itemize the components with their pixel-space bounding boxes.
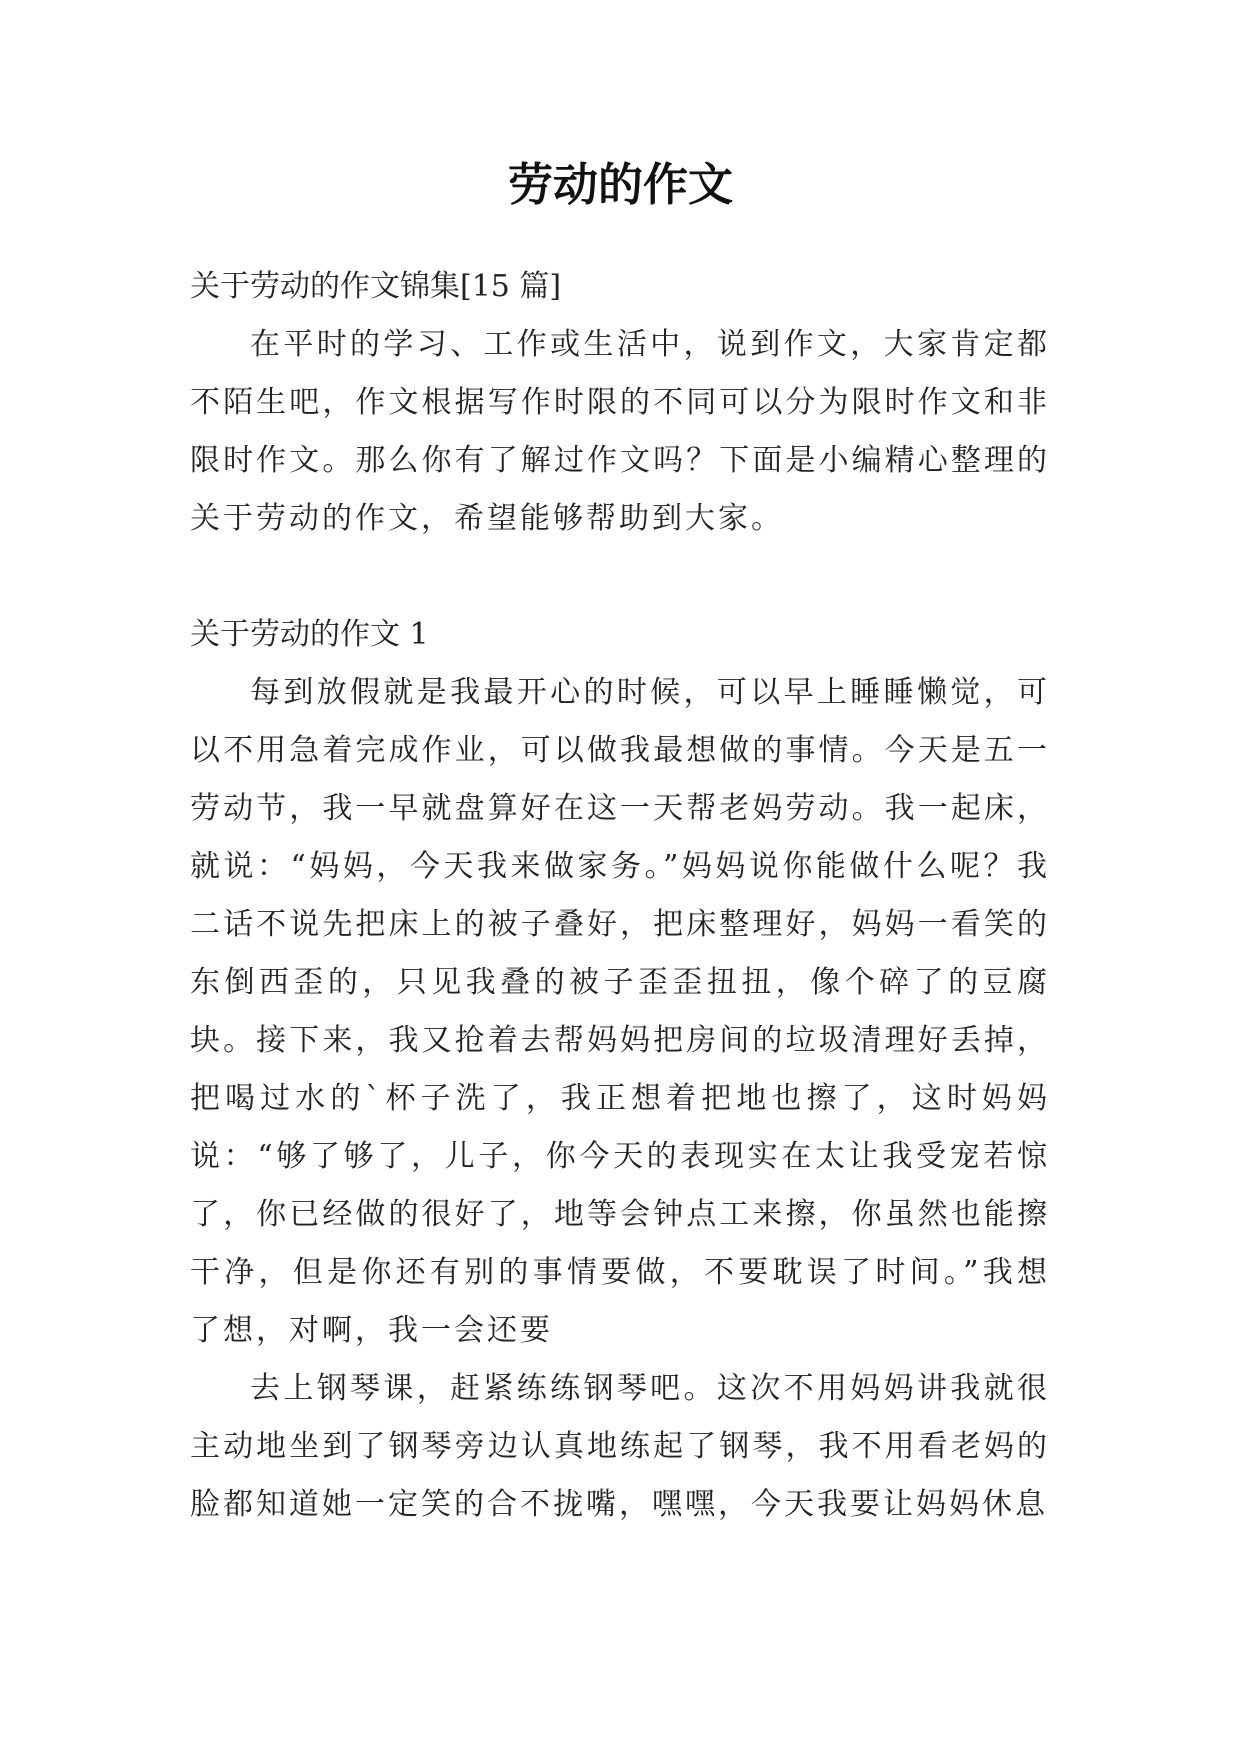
essay-paragraph: 去上钢琴课，赶紧练练钢琴吧。这次不用妈妈讲我就很主动地坐到了钢琴旁边认真地练起了钢琴，我不用看老妈的脸都知道她一定笑的合不拢嘴，嘿嘿，今天我要让妈妈休息 [190, 1371, 1050, 1522]
section-spacer [190, 548, 1050, 606]
section-heading: 关于劳动的作文 1 [190, 617, 429, 652]
section-heading: 关于劳动的作文锦集[15 篇] [190, 269, 562, 304]
intro-paragraph: 在平时的学习、工作或生活中，说到作文，大家肯定都不陌生吧，作文根据写作时限的不同可以分为限时作文和非限时作文。那么你有了解过作文吗？下面是小编精心整理的关于劳动的作文，希望能够帮助到大家。 [190, 327, 1050, 536]
document-title: 劳动的作文 [507, 158, 733, 211]
essay-paragraph: 每到放假就是我最开心的时候，可以早上睡睡懒觉，可以不用急着完成作业，可以做我最想做的事情。今天是五一劳动节，我一早就盘算好在这一天帮老妈劳动。我一起床，就说：“妈妈，今天我来做家务。”妈妈说你能做什么呢？我二话不说先把床上的被子叠好，把床整理好，妈妈一看笑的东倒西歪的，只见我叠的被子歪歪扭扭，像个碎了的豆腐块。接下来，我又抢着去帮妈妈把房间的垃圾清理好丢掉，把喝过水的`杯子洗了，我正想着把地也擦了，这时妈妈说：“够了够了，儿子，你今天的表现实在太让我受宠若惊了，你已经做的很好了，地等会钟点工来擦，你虽然也能擦干净，但是你还有别的事情要做，不要耽误了时间。”我想了想，对啊，我一会还要 [190, 675, 1050, 1348]
document-body [190, 258, 1050, 1534]
